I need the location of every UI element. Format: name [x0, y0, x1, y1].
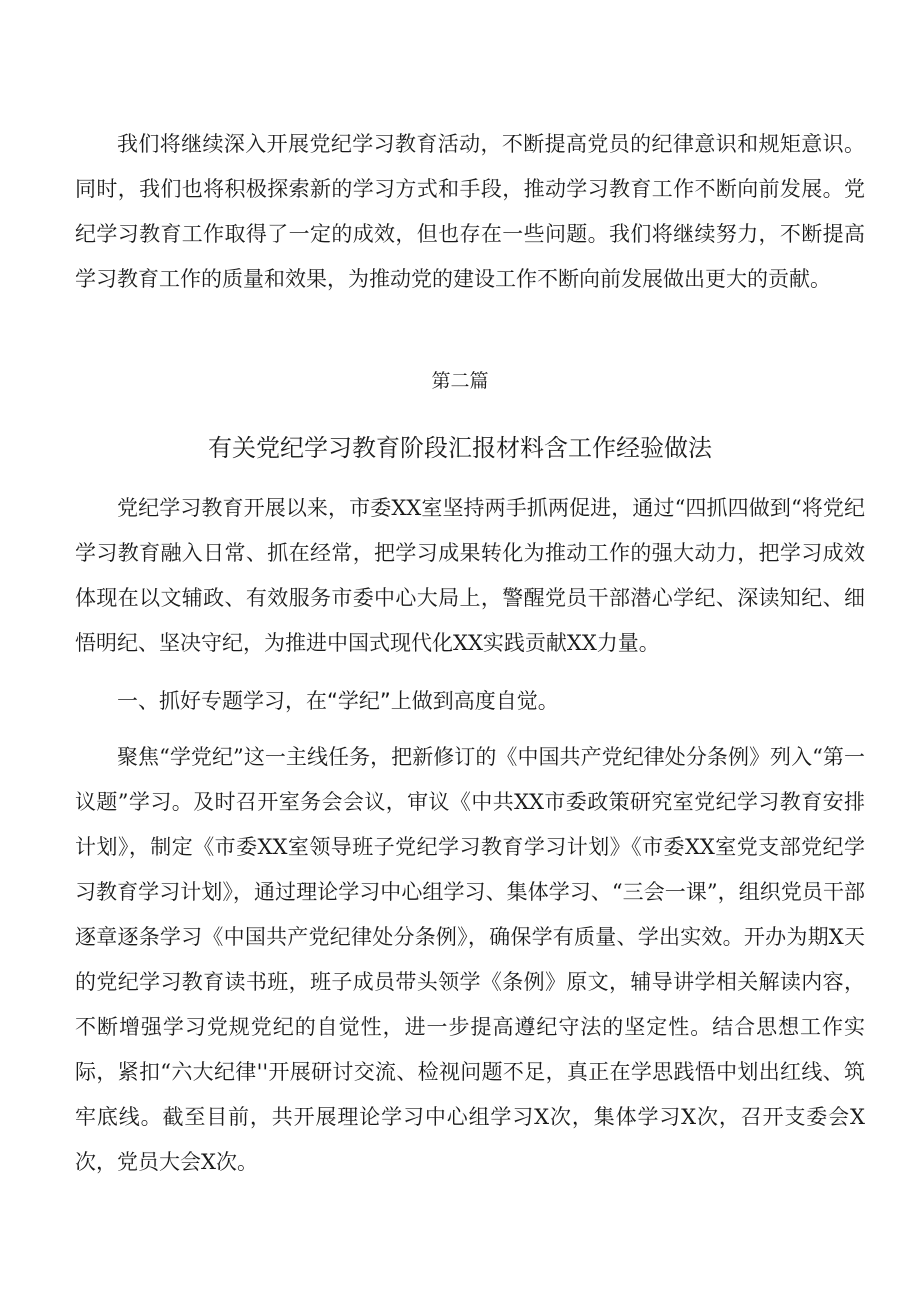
paragraph-intro: 党纪学习教育开展以来，市委XX室坚持两手抓两促进，通过“四抓四做到“将党纪学习教育融入日常、抓在经常，把学习成果转化为推动工作的强大动力，把学习成效体现在以文辅政、有效服务市委中心大局上，警醒党员干部潜心学纪、深读知纪、细悟明纪、坚决守纪，为推进中国式现代化XX实践贡献XX力量。 [75, 496, 865, 655]
paragraph-section-1: 聚焦“学党纪”这一主线任务，把新修订的《中国共产党纪律处分条例》列入“第一议题”学习。及时召开室务会会议，审议《中共XX市委政策研究室党纪学习教育安排计划》，制定《市委XX室领导班子党纪学习教育学习计划》《市委XX室党支部党纪学习教育学习计划》，通过理论学习中心组学习、集体学习、“三会一课”，组织党员干部逐章逐条学习《中国共产党纪律处分条例》，确保学有质量、学出实效。开办为期X天的党纪学习教育读书班，班子成员带头领学《条例》原文，辅导讲学相关解读内容，不断增强学习党规党纪的自觉性，进一步提高遵纪守法的坚定性。结合思想工作实际，紧扣“六大纪律''开展研讨交流、检视问题不足，真正在学思践悟中划出红线、筑牢底线。截至目前，共开展理论学习中心组学习X次，集体学习X次，召开支委会X次，党员大会X次。 [75, 745, 865, 1174]
section-label: 第二篇 [431, 370, 489, 392]
paragraph-closing: 我们将继续深入开展党纪学习教育活动，不断提高党员的纪律意识和规矩意识。同时，我们也将积极探索新的学习方式和手段，推动学习教育工作不断向前发展。党纪学习教育工作取得了一定的成效，但也存在一些问题。我们将继续努力，不断提高学习教育工作的质量和效果，为推动党的建设工作不断向前发展做出更大的贡献。 [75, 132, 865, 291]
document-title: 有关党纪学习教育阶段汇报材料含工作经验做法 [208, 434, 712, 462]
section-heading-1: 一、抓好专题学习，在“学纪”上做到高度自觉。 [117, 689, 559, 713]
